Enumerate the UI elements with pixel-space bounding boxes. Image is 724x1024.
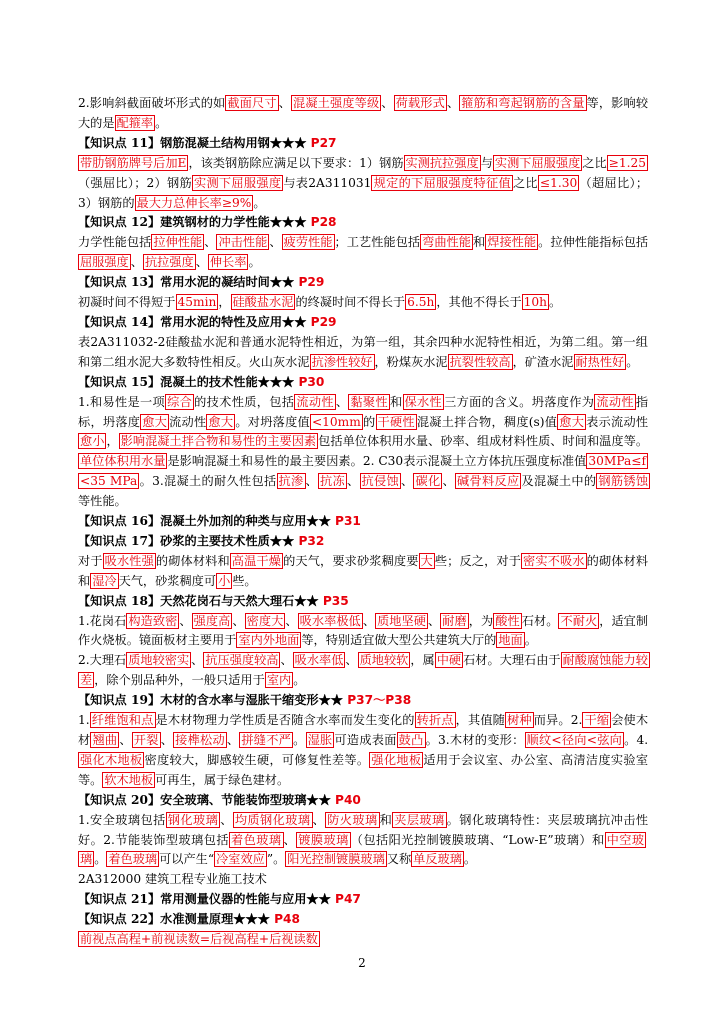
- text-run: 、: [381, 96, 394, 110]
- text-run: 、: [220, 812, 233, 827]
- text-run: 等性能。: [78, 494, 127, 509]
- text-run: 石材。大理石由于: [463, 653, 561, 668]
- heading-label: 【知识点 22】水准测量原理: [78, 912, 234, 927]
- knowledge-point-heading: [78, 313, 648, 333]
- knowledge-point-heading: [78, 134, 648, 154]
- highlighted-term: 顺纹<径向<弦向: [526, 733, 623, 747]
- text-run: 的技术性质，包括: [194, 394, 295, 409]
- highlighted-term: 前视点高程+前视读数=后视高程+后视读数: [80, 932, 318, 947]
- knowledge-point-heading: [78, 373, 648, 393]
- page-reference: P31: [335, 514, 361, 529]
- text-run: 、: [305, 474, 318, 489]
- text-run: 可再生，属于绿色建材。: [155, 772, 290, 787]
- document-body: [78, 94, 648, 950]
- highlighted-term: 钢化玻璃: [167, 812, 219, 827]
- text-run: 指标，坍落度: [78, 394, 649, 429]
- highlighted-term: 6.5h: [407, 295, 435, 310]
- paragraph: [78, 552, 648, 592]
- highlighted-term: 质地较软: [359, 653, 409, 668]
- highlighted-term: 配箍率: [116, 115, 154, 130]
- section-title: 2A312000 建筑工程专业施工技术: [78, 872, 267, 887]
- text-run: 。3.混凝土的耐久性包括: [139, 474, 277, 489]
- highlighted-term: 愈大: [142, 414, 168, 429]
- text-run: 对于: [78, 553, 103, 568]
- text-run: 。: [94, 852, 107, 867]
- knowledge-point-heading: [78, 512, 648, 532]
- text-run: （超屈比）；3）钢筋的: [78, 175, 649, 210]
- text-run: 和: [473, 235, 486, 250]
- text-run: ，该类钢筋除应满足以下要求：1）钢筋: [188, 155, 404, 170]
- knowledge-point-heading: [78, 213, 648, 233]
- text-run: 、: [347, 474, 360, 489]
- highlighted-term: 接榫松动: [175, 733, 225, 747]
- highlighted-term: 密实不吸水: [523, 553, 585, 568]
- highlighted-term: 抗拉强度: [144, 255, 194, 270]
- highlighted-term: 不耐火: [560, 613, 598, 628]
- text-run: 1.: [78, 713, 90, 728]
- highlighted-term: 抗冻: [320, 474, 345, 489]
- text-run: 及混凝土中的: [521, 474, 597, 489]
- text-run: 、: [345, 653, 358, 668]
- text-run: ，矿渣水泥: [512, 354, 574, 369]
- highlighted-term: 规定的下屈服强度特征值: [373, 175, 511, 190]
- page-reference: P32: [298, 533, 325, 548]
- paragraph: [78, 333, 648, 373]
- text-run: 会使木材: [78, 713, 649, 747]
- page-reference: P28: [310, 215, 337, 230]
- text-run: 等，特别适宜做大型公共建筑大厅的: [301, 633, 497, 648]
- text-run: 些。: [232, 573, 257, 588]
- highlighted-term: 荷载形式: [395, 96, 445, 110]
- highlighted-term: 高温干燥: [231, 553, 282, 568]
- text-run: 之比: [582, 155, 607, 170]
- highlighted-term: 冷室效应: [216, 852, 265, 867]
- star-rating: ★★: [269, 275, 295, 290]
- text-run: 、: [283, 832, 297, 847]
- text-run: 。: [293, 733, 306, 747]
- highlighted-term: 实测下屈服强度: [494, 155, 581, 170]
- text-run: 、: [280, 653, 293, 668]
- knowledge-point-heading: [78, 592, 648, 612]
- text-run: 三方面的含义。坍落度作为: [444, 394, 595, 409]
- text-run: 、: [195, 255, 208, 270]
- text-run: 、: [442, 474, 455, 489]
- highlighted-term: 地面: [498, 633, 523, 648]
- heading-label: 【知识点 20】安全玻璃、节能装饰型玻璃: [78, 792, 307, 807]
- paragraph: [78, 930, 648, 950]
- text-run: 表示流动性: [586, 414, 649, 429]
- page-reference: P30: [298, 374, 325, 389]
- text-run: 。4.: [624, 733, 649, 747]
- highlighted-term: 碱骨料反应: [456, 474, 520, 489]
- text-run: 。3.木材的变形：: [425, 733, 525, 747]
- highlighted-term: 45min: [177, 295, 217, 310]
- highlighted-term: 转折点: [416, 713, 454, 728]
- text-run: 。: [626, 354, 639, 369]
- star-rating: ★★★: [257, 374, 295, 389]
- text-run: 、: [232, 613, 245, 628]
- heading-label: 【知识点 14】常用水泥的特性及应用: [78, 314, 283, 329]
- highlighted-term: 愈大: [208, 414, 234, 429]
- text-run: 可造成表面: [334, 733, 397, 747]
- knowledge-point-heading: [78, 273, 648, 293]
- text-run: 的终凝时间不得长于: [295, 295, 406, 310]
- highlighted-term: 防火玻璃: [327, 812, 378, 827]
- text-run: 初凝时间不得短于: [78, 295, 176, 310]
- text-run: 表示混凝土立方体抗压强度标准值: [403, 454, 587, 469]
- text-run: 、: [278, 96, 291, 110]
- text-run: 、: [119, 733, 132, 747]
- page-reference: P29: [298, 275, 325, 290]
- highlighted-term: 大: [420, 553, 433, 568]
- star-rating: ★★★: [269, 215, 307, 230]
- text-run: ，其值随: [455, 713, 506, 728]
- highlighted-term: <10mm: [311, 414, 361, 429]
- text-run: 、: [226, 733, 240, 747]
- highlighted-term: 30MPa≤f<35 MPa: [80, 454, 646, 489]
- highlighted-term: 耐磨: [442, 613, 467, 628]
- text-run: 。: [155, 115, 168, 130]
- highlighted-term: 抗裂性较高: [449, 354, 511, 369]
- highlighted-term: 保水性: [404, 394, 443, 409]
- text-run: 而异。2.: [533, 713, 583, 728]
- text-run: 1.和易性是一项: [78, 394, 166, 409]
- text-run: 。: [293, 673, 306, 688]
- text-run: 。钢化玻璃特性：夹层玻璃抗冲击性好。2.节能装饰型玻璃包括: [78, 812, 649, 847]
- highlighted-term: 软木地板: [104, 772, 154, 787]
- text-run: 、: [191, 653, 204, 668]
- highlighted-term: 愈小: [80, 434, 105, 449]
- highlighted-term: 屈服强度: [80, 255, 129, 270]
- star-rating: ★★: [306, 792, 331, 807]
- highlighted-term: 钢筋锈蚀: [598, 474, 649, 489]
- text-run: 、: [269, 235, 282, 250]
- highlighted-term: 影响混凝土拌合物和易性的主要因素: [120, 434, 317, 449]
- text-run: 密度较大，脚感较生硬，可修复性差等。: [144, 752, 370, 767]
- highlighted-term: ≥1.25: [608, 155, 647, 170]
- heading-label: 【知识点 17】砂浆的主要技术性质: [78, 533, 270, 548]
- heading-label: 【知识点 13】常用水泥的凝结时间: [78, 275, 270, 290]
- heading-label: 【知识点 12】建筑钢材的力学性能: [78, 215, 270, 230]
- highlighted-term: 吸水率低: [294, 653, 344, 668]
- text-run: ，适宜制作火烧板。镜面板材主要用于: [78, 613, 649, 648]
- text-run: 石材。: [521, 613, 559, 628]
- knowledge-point-heading: [78, 532, 648, 552]
- knowledge-point-heading: [78, 910, 648, 930]
- paragraph: [78, 94, 648, 134]
- text-run: 、: [400, 474, 414, 489]
- highlighted-term: 截面尺寸: [227, 96, 277, 110]
- heading-label: 【知识点 21】常用测量仪器的性能与应用: [78, 892, 307, 907]
- text-run: ，其他不得长于: [436, 295, 522, 310]
- highlighted-term: 着色玻璃: [231, 832, 282, 847]
- highlighted-term: 伸长率: [209, 255, 247, 270]
- text-run: 可以产生“: [159, 852, 215, 867]
- highlighted-term: 着色玻璃: [108, 852, 158, 867]
- highlighted-term: 翘曲: [92, 733, 118, 747]
- page-reference: P27: [310, 135, 337, 150]
- paragraph: [78, 711, 648, 791]
- paragraph: [78, 393, 648, 512]
- knowledge-point-heading: [78, 890, 648, 910]
- text-run: ，为: [468, 613, 494, 628]
- text-run: 、: [204, 235, 217, 250]
- highlighted-term: 单反玻璃: [413, 852, 462, 867]
- text-run: 包括单位体积用水量、砂率、组成材料性质、时间和温度等。: [318, 434, 649, 449]
- highlighted-term: 纤维饱和点: [91, 713, 154, 728]
- page-number: 2: [358, 956, 366, 970]
- highlighted-term: 酸性: [495, 613, 520, 628]
- highlighted-term: 中硬: [436, 653, 462, 668]
- text-run: 、: [160, 733, 174, 747]
- highlighted-term: 室内: [266, 673, 292, 688]
- heading-label: 【知识点 15】混凝土的技术性能: [78, 374, 258, 389]
- highlighted-term: 碳化: [415, 474, 441, 489]
- highlighted-term: 中空玻璃: [80, 832, 645, 867]
- highlighted-term: 拼缝不严: [241, 733, 292, 747]
- highlighted-term: 构造致密: [128, 613, 178, 628]
- text-run: 与: [480, 155, 493, 170]
- highlighted-term: 树种: [507, 713, 532, 728]
- text-run: ，: [106, 434, 119, 449]
- highlighted-term: 冲击性能: [218, 235, 268, 250]
- page-reference: P48: [274, 912, 300, 927]
- highlighted-term: 单位体积用水量: [80, 454, 166, 469]
- star-rating: ★★★: [269, 135, 307, 150]
- highlighted-term: 强化木地板: [80, 752, 143, 767]
- text-run: 等，影响较大的是: [78, 96, 649, 130]
- highlighted-term: 抗渗性较好: [311, 354, 373, 369]
- text-run: 。拉伸性能指标包括: [538, 235, 649, 250]
- text-run: 。: [524, 633, 537, 648]
- highlighted-term: 镀膜玻璃: [298, 832, 349, 847]
- text-run: 。对坍落度值: [235, 414, 310, 429]
- highlighted-term: 干硬性: [377, 414, 415, 429]
- star-rating: ★★: [306, 514, 331, 529]
- text-run: 的天气，要求砂浆稠度要: [283, 553, 419, 568]
- page-reference: P40: [335, 792, 361, 807]
- highlighted-term: 抗渗: [278, 474, 304, 489]
- highlighted-term: 流动性: [596, 394, 634, 409]
- star-rating: ★★: [318, 693, 343, 708]
- text-run: 的砌体材料和: [155, 553, 230, 568]
- highlighted-term: 湿胀: [307, 733, 333, 747]
- highlighted-term: 硅酸盐水泥: [232, 295, 294, 310]
- text-run: 。: [253, 195, 266, 210]
- heading-label: 【知识点 19】木材的含水率与湿胀干缩变形: [78, 693, 319, 708]
- highlighted-term: 均质钢化玻璃: [234, 812, 311, 827]
- page-reference: P47: [335, 892, 361, 907]
- highlighted-term: 流动性: [296, 394, 334, 409]
- text-run: 、: [130, 255, 143, 270]
- text-run: 表2A311032-2硅酸盐水泥和普通水泥特性相近，为第一组，其余四种水泥特性相近，为第二组。第一组和第二组水泥大多数特性相反。火山灰水泥: [78, 334, 648, 369]
- text-run: 2.影响斜截面破坏形式的如: [78, 96, 226, 110]
- paragraph: [78, 811, 648, 871]
- star-rating: ★★: [269, 533, 295, 548]
- heading-label: 【知识点 16】混凝土外加剂的种类与应用: [78, 514, 307, 529]
- highlighted-term: 抗压强度较高: [205, 653, 279, 668]
- highlighted-term: 强化地板: [371, 752, 422, 767]
- page-reference: P29: [310, 314, 337, 329]
- highlighted-term: 疲劳性能: [283, 235, 333, 250]
- paragraph: [78, 154, 648, 214]
- highlighted-term: 弯曲性能: [422, 235, 471, 250]
- star-rating: ★★: [306, 892, 331, 907]
- text-run: 又称: [386, 852, 412, 867]
- page-reference: P35: [322, 593, 349, 608]
- highlighted-term: 混凝土强度等级: [293, 96, 380, 110]
- text-run: 和: [379, 812, 393, 827]
- page-reference: P37～P38: [347, 693, 412, 708]
- text-run: 力学性能包括: [78, 235, 152, 250]
- text-run: ”。: [266, 852, 286, 867]
- highlighted-term: 强度高: [193, 613, 231, 628]
- highlighted-term: 室内外地面: [238, 633, 300, 648]
- highlighted-term: 湿冷: [92, 573, 117, 588]
- text-run: 。: [549, 295, 562, 310]
- text-run: 、: [335, 394, 349, 409]
- highlighted-term: 质地坚硬: [377, 613, 427, 628]
- text-run: 、: [362, 613, 376, 628]
- star-rating: ★★★: [233, 912, 270, 927]
- text-run: 、: [285, 613, 298, 628]
- text-run: ，属: [410, 653, 435, 668]
- highlighted-term: 抗侵蚀: [361, 474, 399, 489]
- text-run: 、: [312, 812, 326, 827]
- text-run: 之比: [512, 175, 538, 190]
- text-run: 适用于会议室、办公室、高清洁度实验室等。: [78, 752, 649, 787]
- star-rating: ★★: [294, 593, 319, 608]
- text-run: 流动性: [169, 414, 207, 429]
- heading-label: 【知识点 18】天然花岗石与天然大理石: [78, 593, 295, 608]
- highlighted-term: 鼓凸: [398, 733, 424, 747]
- highlighted-term: 黏聚性: [350, 394, 388, 409]
- highlighted-term: 实测下屈服强度: [193, 175, 282, 190]
- text-run: 是木材物理力学性质是否随含水率而发生变化的: [155, 713, 415, 728]
- paragraph: [78, 651, 648, 691]
- text-run: 、: [428, 613, 441, 628]
- text-run: 、: [446, 96, 460, 110]
- text-run: 。: [463, 852, 477, 867]
- highlighted-term: 带肋钢筋牌号后加E: [80, 155, 187, 170]
- highlighted-term: 实测抗拉强度: [405, 155, 479, 170]
- text-run: 是影响混凝土和易性的最主要因素。2. C30: [167, 454, 404, 469]
- paragraph: [78, 293, 648, 313]
- highlighted-term: 耐热性好: [575, 354, 625, 369]
- paragraph: [78, 612, 648, 652]
- highlighted-term: 焊接性能: [487, 235, 537, 250]
- highlighted-term: 质地较密实: [128, 653, 190, 668]
- highlighted-term: 箍筋和弯起钢筋的含量: [461, 96, 585, 110]
- paragraph: [78, 233, 648, 273]
- highlighted-term: 小: [218, 573, 231, 588]
- highlighted-term: 拉伸性能: [153, 235, 203, 250]
- text-run: ，: [218, 295, 231, 310]
- highlighted-term: 开裂: [133, 733, 159, 747]
- highlighted-term: 愈大: [559, 414, 585, 429]
- highlighted-term: 吸水性强: [104, 553, 154, 568]
- text-run: 的: [362, 414, 376, 429]
- text-run: 1.花岗石: [78, 613, 127, 628]
- text-run: ，除个别品种外，一般只适用于: [94, 673, 265, 688]
- text-run: （包括阳光控制镀膜玻璃、“Low-E”玻璃）和: [350, 832, 605, 847]
- text-run: ；工艺性能包括: [334, 235, 421, 250]
- highlighted-term: 阳光控制镀膜玻璃: [287, 852, 385, 867]
- text-run: 混凝土拌合物，稠度(s)值: [416, 414, 558, 429]
- highlighted-term: 综合: [167, 394, 193, 409]
- text-run: 、: [179, 613, 192, 628]
- heading-label: 【知识点 11】钢筋混凝土结构用钢: [78, 135, 270, 150]
- highlighted-term: ≤1.30: [539, 175, 578, 190]
- highlighted-term: 耐酸腐蚀能力较差: [80, 653, 648, 688]
- text-run: 天气，砂浆稠度可: [118, 573, 217, 588]
- knowledge-point-heading: [78, 791, 648, 811]
- text-run: 和: [389, 394, 403, 409]
- text-run: ，粉煤灰水泥: [374, 354, 448, 369]
- text-run: 的砌体材料和: [78, 553, 649, 588]
- highlighted-term: 最大力总伸长率≥9%: [136, 195, 252, 210]
- highlighted-term: 夹层玻璃: [394, 812, 445, 827]
- text-run: 与表2A311031: [283, 175, 372, 190]
- star-rating: ★★: [282, 314, 307, 329]
- knowledge-point-heading: [78, 691, 648, 711]
- text-run: （强屈比）；2）钢筋: [78, 175, 192, 190]
- highlighted-term: 吸水率极低: [299, 613, 361, 628]
- text-run: 。: [248, 255, 261, 270]
- highlighted-term: 密度大: [246, 613, 284, 628]
- highlighted-term: 10h: [523, 295, 548, 310]
- text-run: 2.大理石: [78, 653, 127, 668]
- highlighted-term: 干缩: [584, 713, 610, 728]
- text-run: 些；反之，对于: [434, 553, 522, 568]
- text-run: 1.安全玻璃包括: [78, 812, 166, 827]
